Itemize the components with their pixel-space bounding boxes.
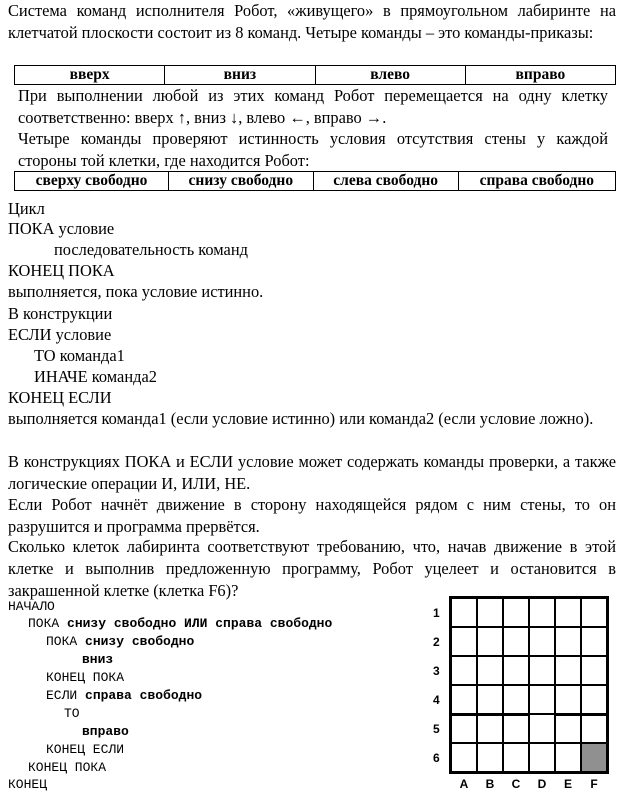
while-keyword: ПОКА xyxy=(46,634,78,649)
if-description: выполняется команда1 (если условие истинно) или команда2 (если условие ложно). xyxy=(8,409,594,428)
wall-description: Если Робот начнёт движение в сторону находящейся рядом с ним стены, то он разрушится и программа прервётся. xyxy=(8,495,616,536)
maze-row-label: 3 xyxy=(433,664,440,678)
program-if xyxy=(46,687,202,705)
program-while-1 xyxy=(28,615,332,633)
maze-wall-segment xyxy=(555,713,607,716)
line-else: ИНАЧЕ команда2 xyxy=(34,367,157,386)
program-end-while-outer: КОНЕЦ ПОКА xyxy=(28,760,107,775)
cmd-up: вверх xyxy=(15,66,165,85)
maze-col-label: D xyxy=(537,777,547,791)
maze-row-label: 5 xyxy=(433,722,440,736)
maze-row-label: 1 xyxy=(433,606,440,620)
line-end-if: КОНЕЦ ЕСЛИ xyxy=(8,388,112,407)
while-keyword: ПОКА xyxy=(28,616,60,631)
line-then: ТО команда1 xyxy=(34,346,125,365)
maze-col-label: F xyxy=(590,777,598,791)
while-2-condition: снизу свободно xyxy=(85,634,195,649)
maze-col-label: B xyxy=(485,777,495,791)
check-right: справа свободно xyxy=(458,172,615,191)
maze-outer-wall xyxy=(449,596,609,774)
while-1-condition: снизу свободно ИЛИ справа свободно xyxy=(67,616,333,631)
program-down xyxy=(82,651,113,669)
question-text: Сколько клеток лабиринта соответствуют требованию, что, начав движение в этой клетке и выполнив предложенную программу, Робот уцелеет и остановится в закрашенной клетке (клетка F6)? xyxy=(8,537,616,600)
maze-col-label: E xyxy=(563,777,572,791)
program-right xyxy=(82,723,129,741)
maze-wall-segment xyxy=(451,713,529,716)
check-intro: Четыре команды проверяют истинность условия отсутствия стены у каждой стороны той клетки, где находится Робот: xyxy=(18,129,608,170)
program-then: ТО xyxy=(64,706,80,721)
check-commands-table xyxy=(14,171,616,191)
right-command: вправо xyxy=(82,724,129,739)
maze-row-label: 6 xyxy=(433,751,440,765)
cmd-left: влево xyxy=(315,66,465,85)
check-bottom: снизу свободно xyxy=(168,172,313,191)
cmd-down: вниз xyxy=(165,66,315,85)
program-end-while-inner: КОНЕЦ ПОКА xyxy=(46,670,125,685)
move-commands-table xyxy=(14,65,616,85)
maze-col-label: A xyxy=(459,777,469,791)
line-while-cond: ПОКА условие xyxy=(8,219,115,238)
if-keyword: ЕСЛИ xyxy=(46,688,78,703)
program-end-if: КОНЕЦ ЕСЛИ xyxy=(46,742,125,757)
maze-grid xyxy=(451,598,607,773)
check-top: сверху свободно xyxy=(15,172,169,191)
line-while-desc: выполняется, пока условие истинно. xyxy=(8,282,264,301)
program-while-2 xyxy=(46,633,194,651)
line-end-while: КОНЕЦ ПОКА xyxy=(8,261,115,280)
program-end: КОНЕЦ xyxy=(8,777,48,792)
line-in-construct: В конструкции xyxy=(8,304,113,323)
if-condition: справа свободно xyxy=(85,688,203,703)
line-seq: последовательность команд xyxy=(54,240,248,259)
move-description: При выполнении любой из этих команд Робот перемещается на одну клетку соответственно: вверх ↑, вниз ↓, влево ←, вправо →. xyxy=(18,86,608,127)
cmd-right: вправо xyxy=(465,66,615,85)
condition-description: В конструкциях ПОКА и ЕСЛИ условие может содержать команды проверки, а также логические операции И, ИЛИ, НЕ. xyxy=(8,452,616,493)
program-begin: НАЧАЛО xyxy=(8,599,55,614)
maze-row-label: 2 xyxy=(433,635,440,649)
down-command: вниз xyxy=(82,652,114,667)
check-left: слева свободно xyxy=(313,172,458,191)
line-if-cond: ЕСЛИ условие xyxy=(8,325,112,344)
line-cycle: Цикл xyxy=(8,199,45,218)
maze-col-label: C xyxy=(511,777,521,791)
maze-row-label: 4 xyxy=(433,693,440,707)
intro-text: Система команд исполнителя Робот, «живущего» в прямоугольном лабиринте на клетчатой плоскости состоит из 8 команд. Четыре команды – это команды-приказы: xyxy=(8,1,616,42)
